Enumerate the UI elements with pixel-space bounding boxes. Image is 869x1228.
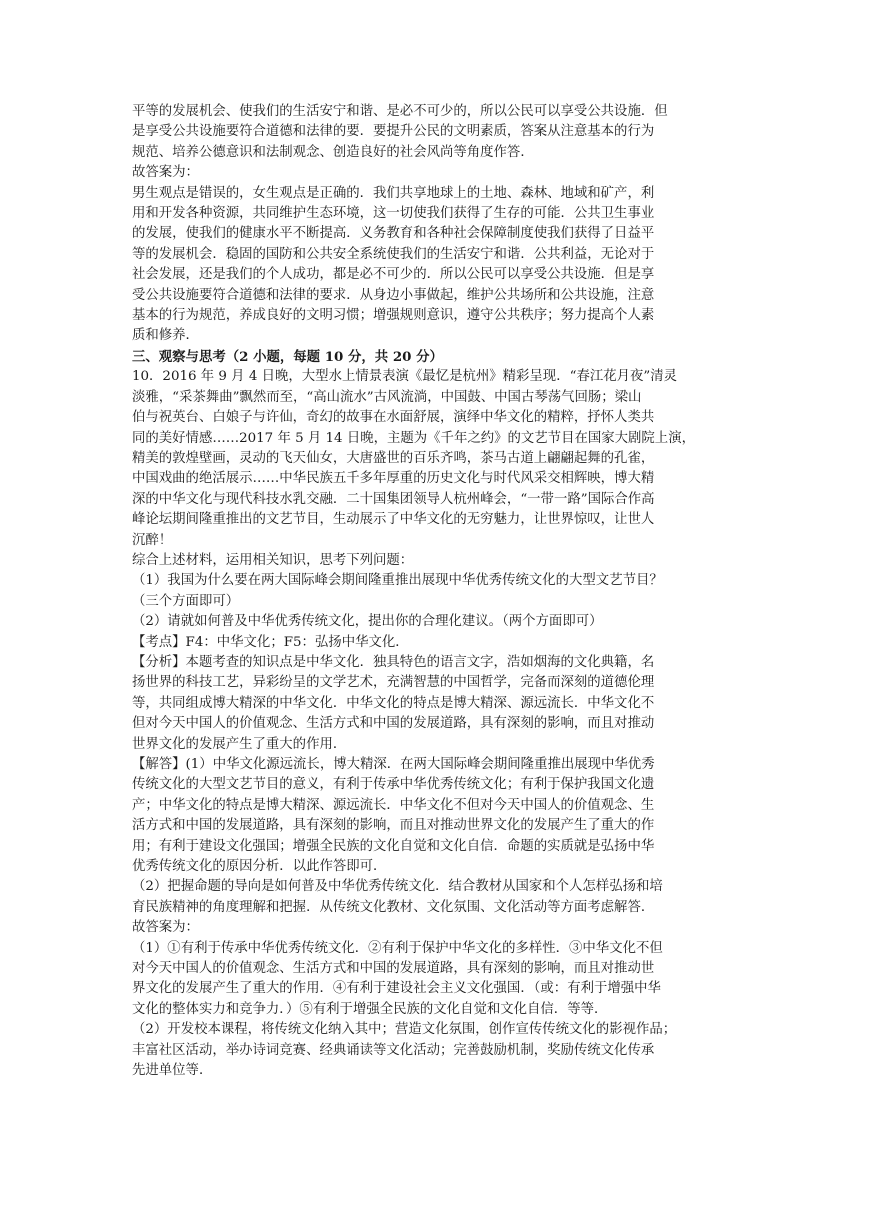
- section-heading: 三、观察与思考（2 小题，每题 10 分，共 20 分）: [132, 348, 443, 365]
- text-line: 文化的整体实力和竞争力．）⑤有利于增强全民族的文化自觉和文化自信．等等．: [132, 1001, 608, 1017]
- text-line: 用和开发各种资源，共同维护生态环境，这一切使我们获得了生存的可能．公共卫生事业: [132, 206, 655, 222]
- text-line: 深的中华文化与现代科技水乳交融．二十国集团领导人杭州峰会，“一带一路”国际合作高: [132, 491, 655, 507]
- question-line: 10．2016 年 9 月 4 日晚，大型水上情景表演《最忆是杭州》精彩呈现．“春江花月夜”清灵: [132, 369, 678, 385]
- text-line: （三个方面即可）: [132, 593, 240, 609]
- text-line: 中国戏曲的绝活展示……中华民族五千多年厚重的历史文化与时代风采交相辉映，博大精: [132, 471, 655, 487]
- text-line: 优秀传统文化的原因分析．以此作答即可．: [132, 859, 387, 875]
- text-line: 同的美好情感……2017 年 5 月 14 日晚，主题为《千年之约》的文艺节目在国家大剧院上演，: [132, 430, 695, 446]
- text-line: 伯与祝英台、白娘子与许仙，奇幻的故事在水面舒展，演绎中华文化的精粹，抒怀人类共: [132, 410, 655, 426]
- sub-question: （1）我国为什么要在两大国际峰会期间隆重推出展现中华优秀传统文化的大型文艺节目？: [132, 573, 663, 589]
- text-line: （2）开发校本课程，将传统文化纳入其中；营造文化氛围，创作宣传传统文化的影视作品；: [132, 1022, 677, 1038]
- text-line: 传统文化的大型文艺节目的意义，有利于传承中华优秀传统文化；有利于保护我国文化遗: [132, 777, 655, 793]
- text-line: 受公共设施要符合道德和法律的要求．从身边小事做起，维护公共场所和公共设施，注意: [132, 287, 655, 303]
- text-line: 是享受公共设施要符合道德和法律的要．要提升公民的文明素质，答案从注意基本的行为: [132, 124, 655, 140]
- text-line: 质和修养．: [132, 328, 199, 344]
- text-line: 世界文化的发展产生了重大的作用．: [132, 736, 347, 752]
- text-line: 精美的敦煌壁画，灵动的飞天仙女，大唐盛世的百乐齐鸣，茶马古道上翩翩起舞的孔雀，: [132, 450, 655, 466]
- answer-label: 故答案为：: [132, 920, 199, 936]
- text-line: 社会发展，还是我们的个人成功，都是必不可少的．所以公民可以享受公共设施．但是享: [132, 267, 655, 283]
- text-line: 活方式和中国的发展道路，具有深刻的影响，而且对推动世界文化的发展产生了重大的作: [132, 818, 655, 834]
- text-line: 规范、培养公德意识和法制观念、创造良好的社会风尚等角度作答．: [132, 144, 534, 160]
- analysis-line: 【分析】本题考查的知识点是中华文化．独具特色的语言文字，浩如烟海的文化典籍，名: [132, 654, 655, 670]
- document-page: [132, 102, 740, 1082]
- text-line: 育民族精神的角度理解和把握．从传统文化教材、文化氛围、文化活动等方面考虑解答．: [132, 899, 655, 915]
- text-line: 男生观点是错误的，女生观点是正确的．我们共享地球上的土地、森林、地域和矿产，利: [132, 185, 655, 201]
- text-line: （1）①有利于传承中华优秀传统文化．②有利于保护中华文化的多样性．③中华文化不但: [132, 940, 663, 956]
- text-line: 扬世界的科技工艺，异彩纷呈的文学艺术，充满智慧的中国哲学，完备而深刻的道德伦理: [132, 675, 655, 691]
- text-line: （2）把握命题的导向是如何普及中华优秀传统文化．结合教材从国家和个人怎样弘扬和培: [132, 879, 663, 895]
- text-line: 基本的行为规范，养成良好的文明习惯；增强规则意识，遵守公共秩序；努力提高个人素: [132, 308, 655, 324]
- key-point-line: 【考点】F4：中华文化；F5：弘扬中华文化．: [132, 634, 409, 650]
- text-line: 的发展，使我们的健康水平不断提高．义务教育和各种社会保障制度使我们获得了日益平: [132, 226, 655, 242]
- text-line: 综合上述材料，运用相关知识，思考下列问题：: [132, 552, 414, 568]
- text-line: 丰富社区活动，举办诗词竞赛、经典诵读等文化活动；完善鼓励机制，奖励传统文化传承: [132, 1042, 655, 1058]
- text-line: 用；有利于建设文化强国；增强全民族的文化自觉和文化自信．命题的实质就是弘扬中华: [132, 838, 655, 854]
- text-line: 对今天中国人的价值观念、生活方式和中国的发展道路，具有深刻的影响，而且对推动世: [132, 961, 655, 977]
- sub-question: （2）请就如何普及中华优秀传统文化，提出你的合理化建议。（两个方面即可）: [132, 614, 603, 630]
- text-line: 等，共同组成博大精深的中华文化．中华文化的特点是博大精深、源远流长．中华文化不: [132, 695, 655, 711]
- text-line: 淡雅，“采茶舞曲”飘然而至，“高山流水”古风流淌，中国鼓、中国古琴荡气回肠；梁山: [132, 389, 642, 405]
- text-line: 平等的发展机会、使我们的生活安宁和谐、是必不可少的，所以公民可以享受公共设施．但: [132, 104, 668, 119]
- text-line: 等的发展机会．稳固的国防和公共安全系统使我们的生活安宁和谐．公共利益，无论对于: [132, 246, 655, 262]
- text-line: 沉醉！: [132, 532, 173, 548]
- text-line: 产；中华文化的特点是博大精深、源远流长．中华文化不但对今天中国人的价值观念、生: [132, 797, 655, 813]
- text-line: 但对今天中国人的价值观念、生活方式和中国的发展道路，具有深刻的影响，而且对推动: [132, 716, 655, 732]
- solution-line: 【解答】(1）中华文化源远流长，博大精深．在两大国际峰会期间隆重推出展现中华优秀: [132, 757, 655, 772]
- answer-label: 故答案为：: [132, 165, 199, 181]
- text-line: 先进单位等．: [132, 1063, 213, 1079]
- text-line: 界文化的发展产生了重大的作用．④有利于建设社会主义文化强国．（或：有利于增强中华: [132, 981, 661, 997]
- text-line: 峰论坛期间隆重推出的文艺节目，生动展示了中华文化的无穷魅力，让世界惊叹，让世人: [132, 512, 655, 528]
